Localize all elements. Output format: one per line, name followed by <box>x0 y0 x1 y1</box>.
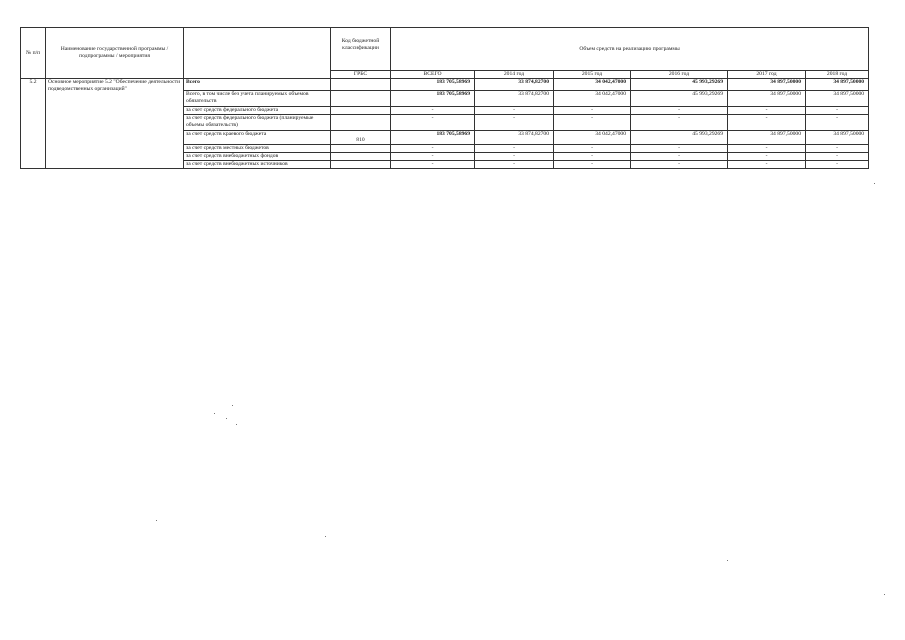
header-grbs: ГРБС <box>331 71 391 79</box>
row-grbs <box>331 115 391 131</box>
row-2016: - <box>631 153 728 161</box>
row-source: за счет средств федерального бюджета (планируемые объемы обязательств) <box>184 115 331 131</box>
header-2015: 2015 год <box>554 71 631 79</box>
row-2018: - <box>806 107 869 115</box>
row-total: 183 705,58969 <box>391 79 475 91</box>
row-2017: - <box>728 153 806 161</box>
row-2015: 34 042,47000 <box>554 79 631 91</box>
header-name: Наименование государственной программы / подпрограммы / мероприятия <box>46 28 184 79</box>
row-2014: - <box>475 161 554 169</box>
table-row <box>21 79 869 91</box>
row-2014: 33 874,82700 <box>475 131 554 145</box>
row-2015: 34 042,47000 <box>554 131 631 145</box>
row-2016: 45 993,29269 <box>631 79 728 91</box>
scan-speck <box>727 560 728 561</box>
row-total: - <box>391 107 475 115</box>
row-grbs <box>331 107 391 115</box>
row-source: Всего, в том числе без учета планируемых объемов обязательств <box>184 91 331 107</box>
row-grbs <box>331 145 391 153</box>
row-total: 183 705,58969 <box>391 131 475 145</box>
row-grbs <box>331 161 391 169</box>
header-source <box>184 28 331 79</box>
row-source: за счет средств краевого бюджета <box>184 131 331 145</box>
row-2015: 34 042,47000 <box>554 91 631 107</box>
row-grbs: 810 <box>331 131 391 145</box>
row-total: - <box>391 161 475 169</box>
header-code: Код бюджетной классификации <box>331 28 391 71</box>
row-2016: - <box>631 161 728 169</box>
row-2016: - <box>631 145 728 153</box>
header-2018: 2018 год <box>806 71 869 79</box>
header-2014: 2014 год <box>475 71 554 79</box>
row-2018: 34 897,50000 <box>806 91 869 107</box>
row-source: за счет средств местных бюджетов <box>184 145 331 153</box>
scan-speck <box>236 424 237 425</box>
scan-speck <box>874 183 875 184</box>
row-grbs <box>331 79 391 91</box>
row-2016: 45 993,29269 <box>631 131 728 145</box>
row-2017: 34 897,50000 <box>728 131 806 145</box>
row-2017: - <box>728 145 806 153</box>
row-2016: - <box>631 107 728 115</box>
scan-speck <box>226 418 227 419</box>
row-total: - <box>391 153 475 161</box>
row-2018: 34 897,50000 <box>806 131 869 145</box>
header-num: № п/п <box>21 28 46 79</box>
row-2015: - <box>554 145 631 153</box>
row-2014: 33 874,82700 <box>475 91 554 107</box>
budget-table <box>20 27 869 169</box>
row-2014: - <box>475 153 554 161</box>
header-2017: 2017 год <box>728 71 806 79</box>
scan-speck <box>325 536 326 537</box>
row-2018: 34 897,50000 <box>806 79 869 91</box>
header-2016: 2016 год <box>631 71 728 79</box>
row-source: за счет средств внебюджетных фондов <box>184 153 331 161</box>
row-2018: - <box>806 153 869 161</box>
item-number: 5.2 <box>21 79 46 169</box>
row-2017: 34 897,50000 <box>728 79 806 91</box>
row-2017: - <box>728 107 806 115</box>
row-2017: 34 897,50000 <box>728 91 806 107</box>
scan-speck <box>214 413 215 414</box>
row-2017: - <box>728 161 806 169</box>
row-2016: 45 993,29269 <box>631 91 728 107</box>
budget-table-scan <box>20 27 868 169</box>
scan-speck <box>156 520 157 521</box>
row-total: 183 705,58969 <box>391 91 475 107</box>
row-total: - <box>391 115 475 131</box>
item-name: Основное мероприятие 5.2 "Обеспечение деятельности подведомственных организаций" <box>46 79 184 169</box>
row-source: за счет средств внебюджетных источников <box>184 161 331 169</box>
row-grbs <box>331 91 391 107</box>
row-2016: - <box>631 115 728 131</box>
row-grbs <box>331 153 391 161</box>
row-2015: - <box>554 153 631 161</box>
row-2018: - <box>806 145 869 153</box>
row-2018: - <box>806 115 869 131</box>
row-2014: - <box>475 107 554 115</box>
row-2014: - <box>475 115 554 131</box>
row-2015: - <box>554 107 631 115</box>
scan-speck <box>884 594 885 595</box>
scan-speck <box>232 405 233 406</box>
header-total: ВСЕГО <box>391 71 475 79</box>
row-2017: - <box>728 115 806 131</box>
row-source: Всего <box>184 79 331 91</box>
row-2014: 33 874,82700 <box>475 79 554 91</box>
row-total: - <box>391 145 475 153</box>
header-volume: Объем средств на реализацию программы <box>391 28 869 71</box>
row-source: за счет средств федерального бюджета <box>184 107 331 115</box>
row-2015: - <box>554 115 631 131</box>
row-2018: - <box>806 161 869 169</box>
row-2014: - <box>475 145 554 153</box>
row-2015: - <box>554 161 631 169</box>
